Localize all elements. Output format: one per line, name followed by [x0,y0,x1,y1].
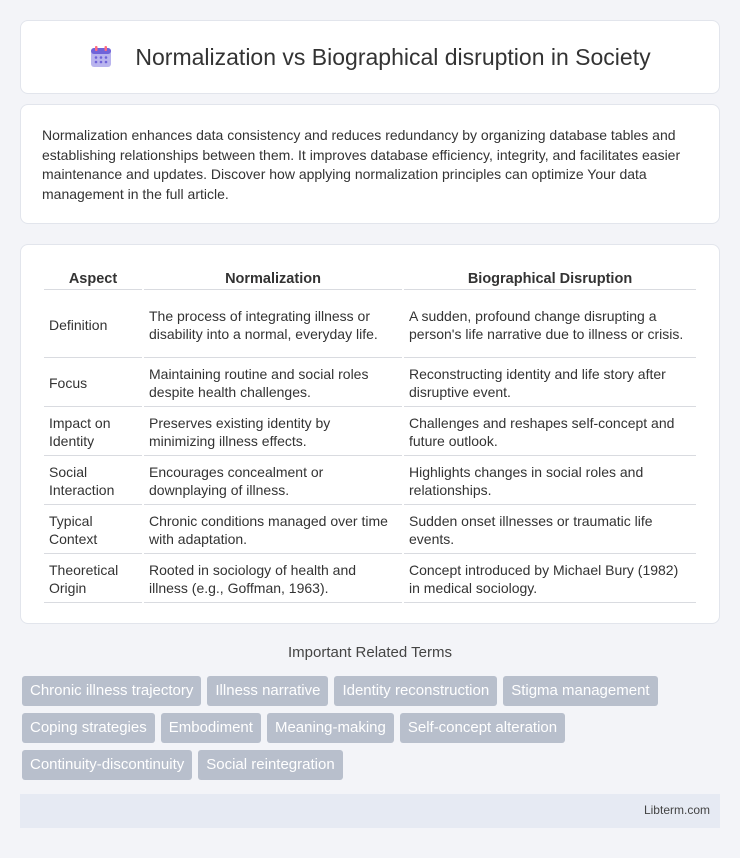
column-header-biographical-disruption: Biographical Disruption [404,267,696,290]
table-cell-aspect: Social Interaction [44,458,142,505]
intro-text: Normalization enhances data consistency and reduces redundancy by organizing database tables and establishing relationships between them. It improves database efficiency, integrity, and facilitates easier maintenance and updates. Discover how applying normalization principles can optimize Your data management in the full article. [42,127,681,202]
table-cell-normalization: Chronic conditions managed over time with adaptation. [144,507,402,554]
table-cell-biographical-disruption: Challenges and reshapes self-concept and future outlook. [404,409,696,456]
table-cell-normalization: Maintaining routine and social roles despite health challenges. [144,360,402,407]
table-cell-normalization: Preserves existing identity by minimizing illness effects. [144,409,402,456]
table-row [44,360,696,407]
comparison-table-card [20,244,720,624]
table-cell-biographical-disruption: Highlights changes in social roles and relationships. [404,458,696,505]
table-cell-aspect: Typical Context [44,507,142,554]
calendar-icon [89,45,113,69]
footer-site-link[interactable]: Libterm.com [643,803,710,817]
table-header-row [44,267,696,290]
table-cell-aspect: Definition [44,292,142,358]
table-row [44,409,696,456]
related-term-tag[interactable]: Self-concept alteration [400,713,565,743]
related-term-tag[interactable]: Social reintegration [198,750,342,780]
table-cell-aspect: Theoretical Origin [44,556,142,603]
table-row [44,292,696,358]
table-cell-biographical-disruption: A sudden, profound change disrupting a person's life narrative due to illness or crisis. [404,292,696,358]
related-terms-heading: Important Related Terms [288,644,452,661]
column-header-normalization: Normalization [144,267,402,290]
table-row [44,507,696,554]
column-header-aspect: Aspect [44,267,142,290]
related-term-tag[interactable]: Identity reconstruction [334,676,497,706]
footer [20,794,720,828]
table-cell-aspect: Focus [44,360,142,407]
title-card [20,20,720,94]
comparison-table [42,265,698,605]
page-title: Normalization vs Biographical disruption in Society [135,43,651,70]
related-term-tag[interactable]: Stigma management [503,676,657,706]
related-term-tag[interactable]: Embodiment [161,713,261,743]
table-row [44,556,696,603]
table-cell-biographical-disruption: Concept introduced by Michael Bury (1982) in medical sociology. [404,556,696,603]
table-row [44,458,696,505]
table-cell-biographical-disruption: Reconstructing identity and life story after disruptive event. [404,360,696,407]
related-term-tag[interactable]: Coping strategies [22,713,155,743]
table-cell-normalization: Encourages concealment or downplaying of illness. [144,458,402,505]
table-cell-aspect: Impact on Identity [44,409,142,456]
related-term-tag[interactable]: Continuity-discontinuity [22,750,192,780]
related-term-tag[interactable]: Meaning-making [267,713,394,743]
related-term-tag[interactable]: Illness narrative [207,676,328,706]
related-term-tag[interactable]: Chronic illness trajectory [22,676,201,706]
table-cell-normalization: Rooted in sociology of health and illness (e.g., Goffman, 1963). [144,556,402,603]
related-terms-list [22,676,722,780]
intro-card [20,104,720,224]
table-cell-normalization: The process of integrating illness or disability into a normal, everyday life. [144,292,402,358]
table-cell-biographical-disruption: Sudden onset illnesses or traumatic life events. [404,507,696,554]
